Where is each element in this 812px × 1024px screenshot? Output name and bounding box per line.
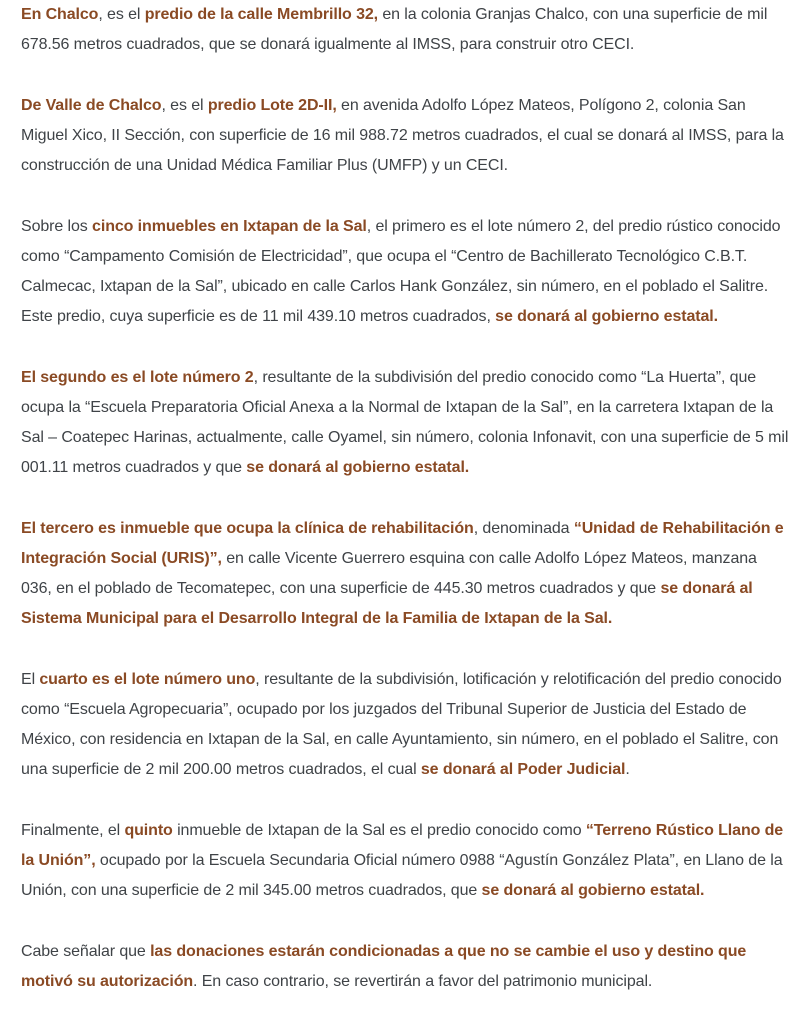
- highlighted-text: se donará al Sistema Municipal para el Desarrollo Integral de la Familia de Ixtapan de la Sal.: [21, 580, 753, 627]
- body-text: . En caso contrario, se revertirán a favor del patrimonio municipal.: [193, 973, 653, 990]
- paragraph: [21, 0, 791, 60]
- highlighted-text: se donará al gobierno estatal.: [246, 459, 470, 476]
- body-text: , es el: [98, 6, 145, 23]
- highlighted-text: se donará al gobierno estatal.: [481, 882, 705, 899]
- highlighted-text: El tercero es inmueble que ocupa la clínica de rehabilitación: [21, 520, 474, 537]
- highlighted-text: las donaciones estarán condicionadas a que no se cambie el uso y destino que motivó su autorización: [21, 943, 747, 990]
- highlighted-text: cinco inmuebles en Ixtapan de la Sal: [92, 218, 367, 235]
- highlighted-text: se donará al Poder Judicial: [420, 761, 626, 778]
- body-text: .: [625, 761, 630, 778]
- body-text: Cabe señalar que: [21, 943, 151, 960]
- body-text: inmueble de Ixtapan de la Sal es el predio conocido como: [172, 822, 586, 839]
- paragraph: [21, 816, 791, 906]
- highlighted-text: cuarto es el lote número uno: [39, 671, 256, 688]
- highlighted-text: predio de la calle Membrillo 32,: [144, 6, 379, 23]
- highlighted-text: De Valle de Chalco: [21, 97, 162, 114]
- paragraph: [21, 514, 791, 634]
- highlighted-text: predio Lote 2D-II,: [207, 97, 337, 114]
- body-text: , es el: [161, 97, 208, 114]
- body-text: , el primero es el lote número 2, del predio rústico conocido como “Campamento Comisión de Electricidad”, que ocupa el “Centro de Bachillerato Tecnológico C.B.T. Calmecac, Ixtapan de la Sal”, ubicado en calle Carlos Hank González, sin número, en el poblado el Salitre. Este predio, cuya superficie es de 11 mil 439.10 metros cuadrados,: [21, 218, 781, 325]
- body-text: Finalmente, el: [21, 822, 125, 839]
- body-text: Sobre los: [21, 218, 93, 235]
- highlighted-text: El segundo es el lote número 2: [21, 369, 254, 386]
- body-text: en la colonia Granjas Chalco, con una superficie de mil 678.56 metros cuadrados, que se donará igualmente al IMSS, para construir otro CECI.: [21, 6, 768, 53]
- paragraph: [21, 363, 791, 483]
- highlighted-text: En Chalco: [21, 6, 99, 23]
- body-text: , resultante de la subdivisión del predio conocido como “La Huerta”, que ocupa la “Escuela Preparatoria Oficial Anexa a la Normal de Ixtapan de la Sal”, en la carretera Ixtapan de la Sal – Coatepec Harinas, actualmente, calle Oyamel, sin número, colonia Infonavit, con una superficie de 5 mil 001.11 metros cuadrados y que: [21, 369, 789, 476]
- highlighted-text: “Unidad de Rehabilitación e Integración Social (URIS)”,: [21, 520, 784, 567]
- body-text: , resultante de la subdivisión, lotificación y relotificación del predio conocido como “Escuela Agropecuaria”, ocupado por los juzgados del Tribunal Superior de Justicia del Estado de México, con residencia en Ixtapan de la Sal, en calle Ayuntamiento, sin número, en el poblado el Salitre, con una superficie de 2 mil 200.00 metros cuadrados, el cual: [21, 671, 782, 778]
- highlighted-text: quinto: [124, 822, 173, 839]
- body-text: El: [21, 671, 40, 688]
- paragraph: [21, 91, 791, 181]
- paragraph: [21, 665, 791, 785]
- body-text: en avenida Adolfo López Mateos, Polígono 2, colonia San Miguel Xico, II Sección, con superficie de 16 mil 988.72 metros cuadrados, el cual se donará al IMSS, para la construcción de una Unidad Médica Familiar Plus (UMFP) y un CECI.: [21, 97, 784, 174]
- body-text: en calle Vicente Guerrero esquina con calle Adolfo López Mateos, manzana 036, en el poblado de Tecomatepec, con una superficie de 445.30 metros cuadrados y que: [21, 550, 757, 597]
- highlighted-text: “Terreno Rústico Llano de la Unión”,: [21, 822, 784, 869]
- body-text: , denominada: [473, 520, 574, 537]
- paragraph: [21, 937, 791, 997]
- paragraph: [21, 212, 791, 332]
- highlighted-text: se donará al gobierno estatal.: [495, 308, 719, 325]
- body-text: ocupado por la Escuela Secundaria Oficial número 0988 “Agustín González Plata”, en Llano de la Unión, con una superficie de 2 mil 345.00 metros cuadrados, que: [21, 852, 783, 899]
